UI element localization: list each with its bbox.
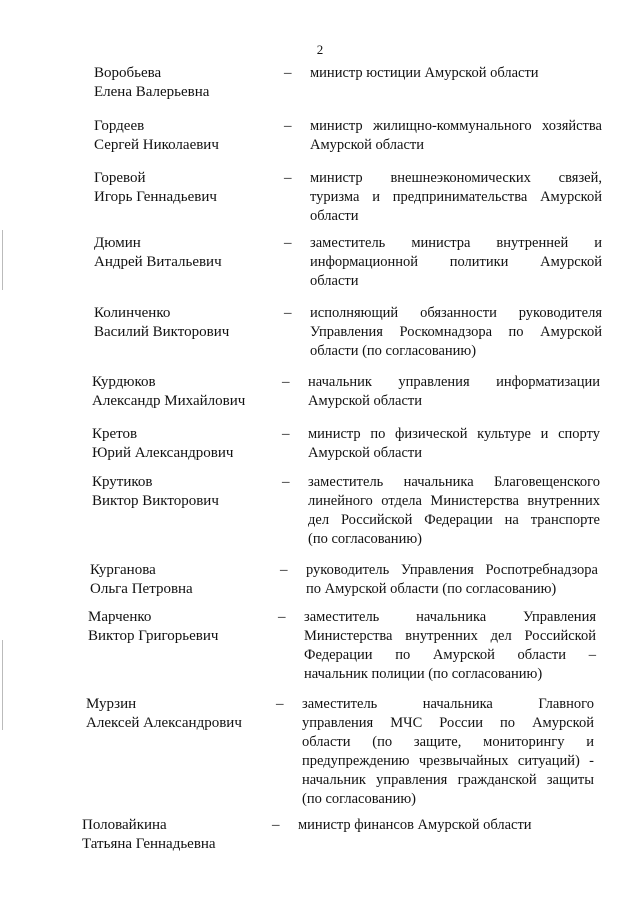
separator-dash: – — [272, 817, 280, 833]
separator-dash: – — [280, 562, 288, 578]
member-given-names: Андрей Витальевич — [94, 254, 222, 270]
position-line: Министерства внутренних дел Российской — [304, 628, 596, 644]
position-line: заместитель начальника Главного — [302, 696, 594, 712]
member-position — [308, 425, 600, 463]
member-name — [92, 473, 272, 511]
member-given-names: Ольга Петровна — [90, 581, 193, 597]
position-line: по Амурской области (по согласованию) — [306, 581, 557, 597]
member-surname: Гордеев — [94, 118, 145, 134]
member-position — [298, 816, 590, 835]
member-name — [94, 304, 274, 342]
member-name — [94, 64, 274, 102]
position-line: дел Российской Федерации на транспорте — [308, 512, 600, 528]
separator-dash: – — [276, 696, 284, 712]
separator-dash: – — [278, 609, 286, 625]
member-name — [94, 169, 274, 207]
position-line: министр по физической культуре и спорту — [308, 426, 600, 442]
member-surname: Курганова — [90, 562, 156, 578]
member-surname: Марченко — [88, 609, 152, 625]
separator-dash: – — [284, 118, 292, 134]
member-surname: Курдюков — [92, 374, 156, 390]
member-surname: Воробьева — [94, 65, 162, 81]
member-surname: Мурзин — [86, 696, 137, 712]
position-line: Амурской области — [310, 137, 424, 153]
member-given-names: Сергей Николаевич — [94, 137, 219, 153]
position-line: управления МЧС России по Амурской — [302, 715, 594, 731]
member-position — [306, 561, 598, 599]
position-line: Управления Роскомнадзора по Амурской — [310, 324, 602, 340]
position-line: министр юстиции Амурской области — [310, 65, 539, 81]
position-line: (по согласованию) — [308, 531, 422, 547]
position-line: руководитель Управления Роспотребнадзора — [306, 562, 598, 578]
separator-dash: – — [284, 235, 292, 251]
position-line: области (по согласованию) — [310, 343, 477, 359]
member-name — [88, 608, 268, 646]
separator-dash: – — [282, 474, 290, 490]
member-surname: Половайкина — [82, 817, 167, 833]
member-position — [310, 304, 602, 361]
member-given-names: Юрий Александрович — [92, 445, 234, 461]
position-line: заместитель начальника Благовещенского — [308, 474, 600, 490]
position-line: области (по защите, мониторингу и — [302, 734, 594, 750]
member-position — [304, 608, 596, 684]
separator-dash: – — [284, 305, 292, 321]
member-given-names: Александр Михайлович — [92, 393, 246, 409]
position-line: (по согласованию) — [302, 791, 416, 807]
member-surname: Горевой — [94, 170, 146, 186]
member-position — [310, 117, 602, 155]
separator-dash: – — [282, 426, 290, 442]
member-position — [310, 169, 602, 226]
member-position — [302, 695, 594, 809]
member-position — [308, 373, 600, 411]
member-name — [86, 695, 266, 733]
member-position — [310, 64, 602, 83]
position-line: заместитель министра внутренней и — [310, 235, 602, 251]
position-line: Амурской области — [308, 445, 422, 461]
member-surname: Кретов — [92, 426, 138, 442]
member-given-names: Алексей Александрович — [86, 715, 242, 731]
member-name — [94, 117, 274, 155]
position-line: предупреждению чрезвычайных ситуаций) - — [302, 753, 594, 769]
member-given-names: Виктор Викторович — [92, 493, 219, 509]
member-position — [308, 473, 600, 549]
position-line: Федерации по Амурской области – — [304, 647, 596, 663]
member-name — [94, 234, 274, 272]
position-line: туризма и предпринимательства Амурской — [310, 189, 602, 205]
position-line: Амурской области — [308, 393, 422, 409]
position-line: министр внешнеэкономических связей, — [310, 170, 602, 186]
position-line: области — [310, 273, 359, 289]
member-given-names: Виктор Григорьевич — [88, 628, 219, 644]
member-name — [82, 816, 262, 854]
position-line: исполняющий обязанности руководителя — [310, 305, 602, 321]
member-position — [310, 234, 602, 291]
member-given-names: Татьяна Геннадьевна — [82, 836, 216, 852]
position-line: министр жилищно-коммунального хозяйства — [310, 118, 602, 134]
position-line: начальник полиции (по согласованию) — [304, 666, 543, 682]
position-line: информационной политики Амурской — [310, 254, 602, 270]
position-line: области — [310, 208, 359, 224]
member-given-names: Василий Викторович — [94, 324, 230, 340]
separator-dash: – — [284, 170, 292, 186]
page-number: 2 — [316, 42, 324, 57]
position-line: начальник управления гражданской защиты — [302, 772, 594, 788]
member-given-names: Елена Валерьевна — [94, 84, 210, 100]
scan-margin-line — [2, 230, 3, 290]
member-name — [92, 373, 272, 411]
member-surname: Колинченко — [94, 305, 171, 321]
separator-dash: – — [282, 374, 290, 390]
position-line: начальник управления информатизации — [308, 374, 600, 390]
position-line: линейного отдела Министерства внутренних — [308, 493, 600, 509]
scan-margin-line — [2, 640, 3, 730]
position-line: заместитель начальника Управления — [304, 609, 596, 625]
member-given-names: Игорь Геннадьевич — [94, 189, 217, 205]
position-line: министр финансов Амурской области — [298, 817, 532, 833]
member-surname: Дюмин — [94, 235, 141, 251]
member-surname: Крутиков — [92, 474, 153, 490]
separator-dash: – — [284, 65, 292, 81]
member-name — [92, 425, 272, 463]
member-name — [90, 561, 270, 599]
